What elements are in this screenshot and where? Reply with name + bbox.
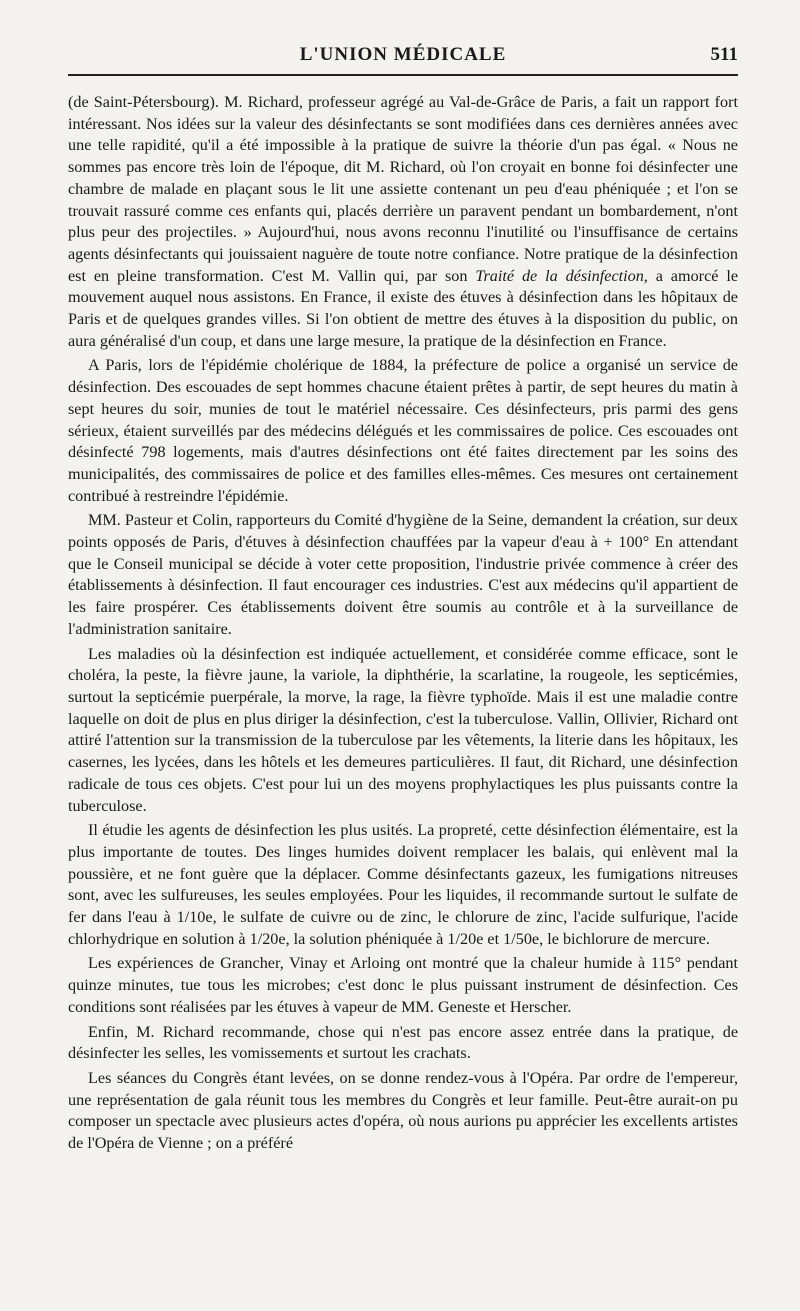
paragraph: Les expériences de Grancher, Vinay et Arloing ont montré que la chaleur humide à 115° pendant quinze minutes, tue tous les microbes; c'est donc le plus puissant instrument de désinfection. Ces conditions sont réalisées par les étuves à vapeur de MM. Geneste et Herscher. bbox=[68, 954, 738, 1016]
running-header bbox=[68, 44, 738, 74]
paragraph: MM. Pasteur et Colin, rapporteurs du Comité d'hygiène de la Seine, demandent la création, sur deux points opposés de Paris, d'étuves à désinfection chauffées par la vapeur d'eau à + 100° En attendant que le Conseil municipal se décide à voter cette proposition, l'industrie privée commence à créer des établissements à désinfection. Il faut encourager ces industries. C'est aux médecins qu'il appartient de les faire prospérer. Ces établissements doivent être soumis au contrôle et à la surveillance de l'administration sanitaire. bbox=[68, 511, 738, 638]
page-number: 511 bbox=[710, 44, 738, 65]
article-body bbox=[68, 92, 738, 1158]
book-title: Traité de la désinfection, bbox=[475, 266, 648, 285]
header-rule bbox=[68, 74, 738, 76]
paragraph: Enfin, M. Richard recommande, chose qui n'est pas encore assez entrée dans la pratique, de désinfecter les selles, les vomissements et surtout les crachats. bbox=[68, 1022, 738, 1063]
paragraph-text: a amorcé le mouvement auquel nous assistons. En France, il existe des étuves à désinfection dans les hôpitaux de Paris et de quelques grandes villes. Si l'on obtient de mettre des étuves à la disposition du public, on aura généralisé d'un coup, et dans une large mesure, la pratique de la désinfection en France. bbox=[68, 266, 739, 350]
paragraph: Il étudie les agents de désinfection les plus usités. La propreté, cette désinfection élémentaire, est la plus importante de toutes. Des linges humides doivent remplacer les balais, qui enlèvent mal la poussière, et ne font guère que la déplacer. Comme désinfectants gazeux, les fumigations nitreuses sont, avec les sulfureuses, les seules employées. Pour les liquides, il recommande surtout le sulfate de fer dans l'eau à 1/10e, le sulfate de cuivre ou de zinc, le chlorure de zinc, l'acide sulfurique, l'acide chlorhydrique en solution à 1/20e, la solution phéniquée à 1/20e et 1/50e, le bichlorure de mercure. bbox=[68, 821, 738, 948]
paragraph: Les séances du Congrès étant levées, on se donne rendez-vous à l'Opéra. Par ordre de l'empereur, une représentation de gala réunit tous les membres du Congrès et leur famille. Peut-être aurait-on pu composer un spectacle avec plusieurs actes d'opéra, où nous aurions pu apprécier les excellents artistes de l'Opéra de Vienne ; on a préféré bbox=[68, 1068, 738, 1153]
journal-title: L'UNION MÉDICALE bbox=[299, 44, 507, 65]
paragraph-text: (de Saint-Pétersbourg). M. Richard, professeur agrégé au Val-de-Grâce de Paris, a fait un rapport fort intéressant. Nos idées sur la valeur des désinfectants se sont modifiées dans ces dernières années avec une telle rapidité, qu'il a été impossible à la pratique de suivre la théorie d'un pas égal. « Nous ne sommes pas encore très loin de l'époque, dit M. Richard, où l'on croyait en bonne foi désinfecter une chambre de malade en plaçant sous le lit une assiette contenant un peu d'eau phéniquée ; et l'on se trouvait rassuré comme ces enfants qui, placés derrière un paravent pendant un bombardement, n'ont plus peur des projectiles. » Aujourd'hui, nous avons reconnu l'inutilité ou l'insuffisance de certains agents désinfectants qui jouissaient naguère de toute notre confiance. Notre pratique de la désinfection est en pleine transformation. C'est M. Vallin qui, par son bbox=[68, 93, 738, 285]
paragraph bbox=[68, 92, 738, 352]
paragraph: Les maladies où la désinfection est indiquée actuellement, et considérée comme efficace, sont le choléra, la peste, la fièvre jaune, la variole, la diphthérie, la scarlatine, la rougeole, les septicémies, surtout la septicémie puerpérale, la morve, la rage, la fièvre typhoïde. Mais il est une maladie contre laquelle on doit de plus en plus diriger la désinfection, c'est la tuberculose. Vallin, Ollivier, Richard ont attiré l'attention sur la transmission de la tuberculose par les vêtements, la literie dans les hôpitaux, les casernes, les lycées, dans les hôtels et les demeures particulières. Il faut, dit Richard, une désinfection radicale de tous ces objets. C'est pour lui un des moyens prophylactiques les plus puissants contre la tuberculose. bbox=[68, 644, 738, 815]
paragraph: A Paris, lors de l'épidémie cholérique de 1884, la préfecture de police a organisé un service de désinfection. Des escouades de sept hommes chacune étaient prêtes à partir, de sept heures du matin à sept heures du soir, munies de tout le matériel nécessaire. Ces désinfecteurs, pris parmi des gens sérieux, étaient surveillés par des médecins délégués et les commissaires de police. Ces escouades ont désinfecté 798 logements, mais d'autres désinfections ont été faites directement par les soins des municipalités, des commissaires de police et des familles elles-mêmes. Ces mesures ont certainement contribué à restreindre l'épidémie. bbox=[68, 356, 738, 505]
